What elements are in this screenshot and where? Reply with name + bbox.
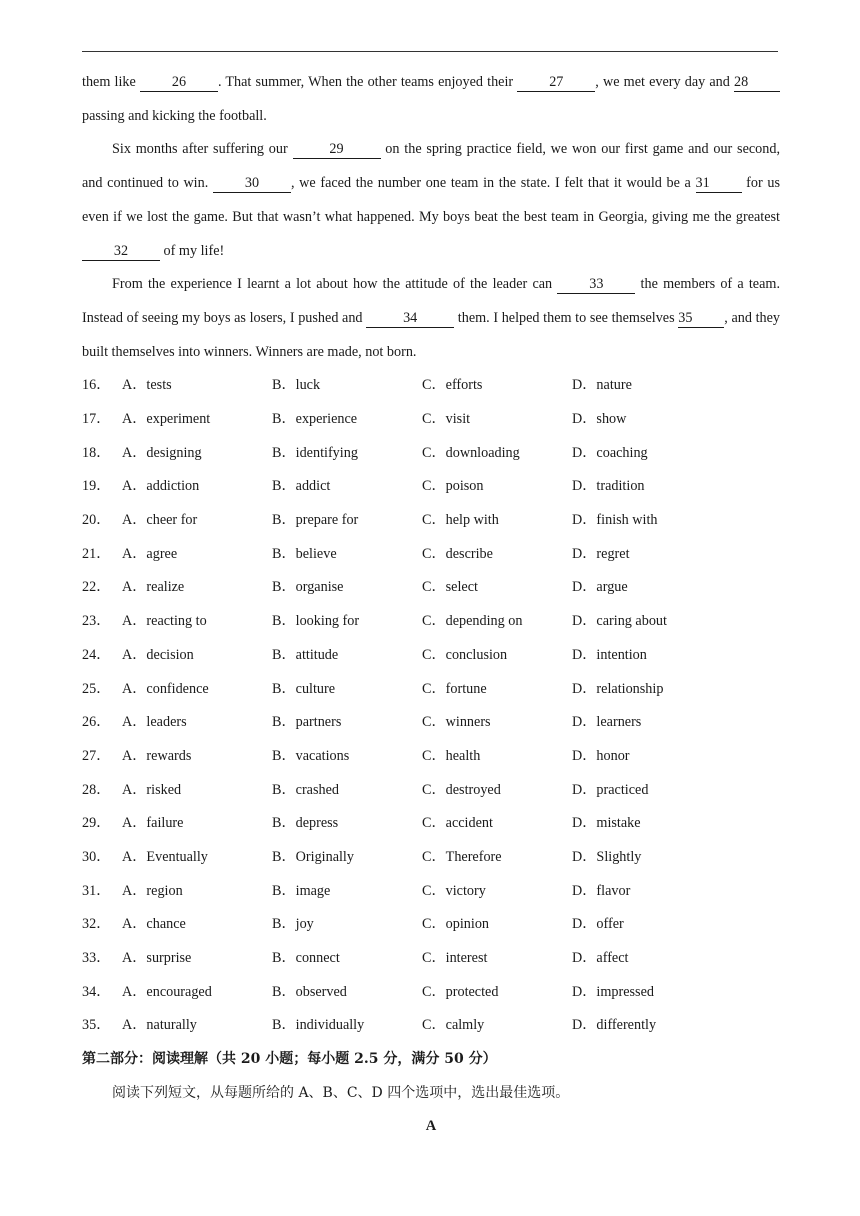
option-c[interactable]: C．efforts [422, 377, 483, 394]
option-a[interactable]: A．reacting to [122, 613, 207, 630]
blank-33: 33 [557, 276, 635, 294]
option-a[interactable]: A．naturally [122, 1017, 197, 1034]
option-b[interactable]: B．individually [272, 1017, 365, 1034]
question-number: 32． [82, 916, 111, 933]
question-number: 33． [82, 950, 111, 967]
blank-31: 31 [696, 175, 742, 193]
option-c[interactable]: C．select [422, 579, 478, 596]
option-a[interactable]: A．addiction [122, 478, 200, 495]
document-body [82, 66, 780, 1144]
option-c[interactable]: C．protected [422, 983, 499, 1000]
blank-26: 26 [140, 74, 218, 92]
option-a[interactable]: A．agree [122, 545, 178, 562]
option-d[interactable]: D．learners [572, 714, 642, 731]
option-d[interactable]: D．practiced [572, 781, 649, 798]
text: them like [82, 74, 140, 90]
text: them. I helped them to see themselves [454, 309, 679, 326]
option-d[interactable]: D．affect [572, 950, 629, 967]
option-d[interactable]: D．offer [572, 916, 624, 933]
option-b[interactable]: B．luck [272, 377, 321, 394]
option-d[interactable]: D．intention [572, 646, 647, 663]
text: , we met every day and [595, 74, 734, 90]
option-d[interactable]: D．tradition [572, 478, 645, 495]
option-b[interactable]: B．organise [272, 579, 344, 596]
option-b[interactable]: B．crashed [272, 781, 339, 798]
question-row [82, 437, 780, 471]
question-row [82, 740, 780, 774]
question-number: 27． [82, 747, 111, 764]
blank-28: 28 [734, 74, 780, 92]
question-row [82, 470, 780, 504]
question-number: 16． [82, 377, 111, 394]
question-number: 31． [82, 882, 111, 899]
question-row [82, 841, 780, 875]
option-d[interactable]: D．impressed [572, 983, 654, 1000]
option-c[interactable]: C．help with [422, 512, 499, 529]
option-c[interactable]: C．poison [422, 478, 484, 495]
question-row [82, 942, 780, 976]
question-row [82, 369, 780, 403]
option-b[interactable]: B．believe [272, 545, 337, 562]
option-a[interactable]: A．confidence [122, 680, 209, 697]
question-row [82, 706, 780, 740]
option-c[interactable]: C．describe [422, 545, 493, 562]
blank-27: 27 [517, 74, 595, 92]
option-b[interactable]: B．prepare for [272, 512, 359, 529]
option-d[interactable]: D．mistake [572, 815, 641, 832]
question-row [82, 976, 780, 1010]
question-number: 34． [82, 983, 111, 1000]
option-a[interactable]: A．encouraged [122, 983, 212, 1000]
question-number: 20． [82, 512, 111, 529]
option-c[interactable]: C．calmly [422, 1017, 485, 1034]
option-d[interactable]: D．caring about [572, 613, 667, 630]
text: for us even if we lost the game. But that wasn’t what happened. My boys beat the best team in Georgia, giving me the greatest [82, 175, 780, 225]
blank-35: 35 [678, 310, 724, 328]
question-number: 35． [82, 1017, 111, 1034]
option-d[interactable]: D．relationship [572, 680, 664, 697]
question-row [82, 908, 780, 942]
question-number: 17． [82, 411, 111, 428]
option-c[interactable]: C．conclusion [422, 646, 508, 663]
option-c[interactable]: C．fortune [422, 680, 487, 697]
section-instruction: 阅读下列短文，从每题所给的 A、B、C、D 四个选项中，选出最佳选项。 [112, 1084, 570, 1101]
question-row [82, 403, 780, 437]
question-number: 21． [82, 545, 111, 562]
option-b[interactable]: B．connect [272, 950, 340, 967]
text: on the spring practice field, we won our first game and our second, and continued to win. [82, 141, 781, 192]
question-row [82, 504, 780, 538]
question-number: 25． [82, 680, 111, 697]
option-b[interactable]: B．image [272, 882, 331, 899]
option-b[interactable]: B．culture [272, 680, 336, 697]
text: of my life! [160, 242, 225, 259]
blank-30: 30 [213, 175, 291, 193]
option-d[interactable]: D．honor [572, 747, 630, 764]
option-b[interactable]: B．identifying [272, 444, 358, 461]
option-a[interactable]: A．cheer for [122, 512, 198, 529]
option-c[interactable]: C．interest [422, 950, 488, 967]
question-number: 19． [82, 478, 111, 495]
option-a[interactable]: A．decision [122, 646, 194, 663]
blank-32: 32 [82, 243, 160, 261]
passage-label: A [425, 1118, 437, 1135]
option-d[interactable]: D．regret [572, 545, 630, 562]
question-row [82, 538, 780, 572]
option-a[interactable]: A．chance [122, 916, 186, 933]
option-a[interactable]: A．region [122, 882, 183, 899]
question-number: 29． [82, 815, 111, 832]
text: passing and kicking the football. [82, 107, 267, 124]
question-row [82, 774, 780, 808]
option-b[interactable]: B．attitude [272, 646, 339, 663]
question-number: 23． [82, 613, 111, 630]
option-d[interactable]: D．Slightly [572, 848, 642, 865]
option-c[interactable]: C．Therefore [422, 848, 502, 865]
option-a[interactable]: A．leaders [122, 714, 187, 731]
question-number: 22． [82, 579, 111, 596]
option-d[interactable]: D．nature [572, 377, 632, 394]
option-a[interactable]: A．failure [122, 815, 184, 832]
question-row [82, 639, 780, 673]
text: . That summer, When the other teams enjoyed their [217, 74, 518, 90]
option-a[interactable]: A．designing [122, 444, 202, 461]
option-c[interactable]: C．downloading [422, 444, 520, 461]
option-d[interactable]: D．show [572, 411, 627, 428]
option-b[interactable]: B．observed [272, 983, 347, 1000]
text: , we faced the number one team in the state. I felt that it would be a [290, 175, 696, 192]
option-c[interactable]: C．winners [422, 714, 491, 731]
option-b[interactable]: B．addict [272, 478, 331, 495]
blank-29: 29 [293, 141, 381, 159]
option-d[interactable]: D．differently [572, 1017, 657, 1034]
question-row [82, 1009, 780, 1043]
option-b[interactable]: B．vacations [272, 747, 350, 764]
option-c[interactable]: C．destroyed [422, 781, 501, 798]
question-row [82, 673, 780, 707]
option-b[interactable]: B．depress [272, 815, 339, 832]
question-number: 24． [82, 646, 111, 663]
option-a[interactable]: A．rewards [122, 747, 192, 764]
question-row [82, 807, 780, 841]
option-c[interactable]: C．depending on [422, 613, 523, 630]
question-number: 26． [82, 714, 111, 731]
question-row [82, 571, 780, 605]
question-row [82, 605, 780, 639]
option-a[interactable]: A．risked [122, 781, 182, 798]
option-a[interactable]: A．experiment [122, 411, 211, 428]
option-c[interactable]: C．victory [422, 882, 486, 899]
option-a[interactable]: A．Eventually [122, 848, 208, 865]
option-c[interactable]: C．visit [422, 411, 471, 428]
option-b[interactable]: B．looking for [272, 613, 360, 630]
option-d[interactable]: D．coaching [572, 444, 648, 461]
header-rule [82, 51, 778, 52]
options-list [82, 369, 780, 1043]
question-number: 28． [82, 781, 111, 798]
option-c[interactable]: C．opinion [422, 916, 490, 933]
question-number: 18． [82, 444, 111, 461]
option-b[interactable]: B．joy [272, 916, 314, 933]
option-c[interactable]: C．health [422, 747, 481, 764]
text: Six months after suffering our [112, 141, 293, 158]
question-row [82, 875, 780, 909]
text: the members of a team. Instead of seeing my boys as losers, I pushed and [82, 276, 780, 326]
option-b[interactable]: B．experience [272, 411, 358, 428]
question-number: 30． [82, 848, 111, 865]
option-a[interactable]: A．surprise [122, 950, 192, 967]
option-d[interactable]: D．flavor [572, 882, 631, 899]
blank-34: 34 [366, 310, 454, 328]
option-d[interactable]: D．argue [572, 579, 628, 596]
section-title: 第二部分：阅读理解（共 20 小题；每小题 2.5 分，满分 50 分） [82, 1051, 497, 1068]
option-c[interactable]: C．accident [422, 815, 493, 832]
option-d[interactable]: D．finish with [572, 512, 658, 529]
text: , and they built themselves into winners. Winners are made, not born. [82, 309, 780, 360]
paragraph-2 [82, 133, 780, 268]
option-b[interactable]: B．partners [272, 714, 342, 731]
paragraph-3 [82, 268, 780, 369]
paragraph-1 [82, 66, 780, 133]
option-a[interactable]: A．tests [122, 377, 172, 394]
option-a[interactable]: A．realize [122, 579, 185, 596]
option-b[interactable]: B．Originally [272, 848, 354, 865]
text: From the experience I learnt a lot about how the attitude of the leader can [112, 276, 558, 293]
